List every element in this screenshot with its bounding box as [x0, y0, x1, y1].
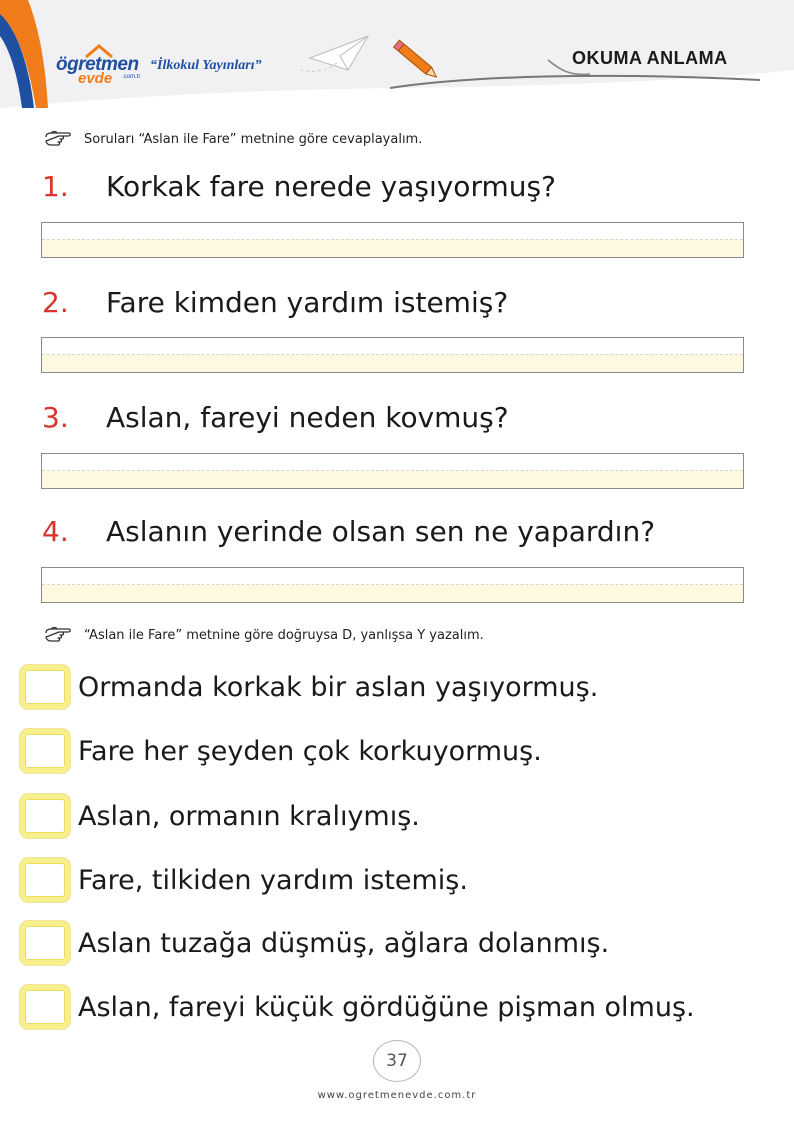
page-number: 37 [373, 1040, 421, 1082]
question-4 [42, 511, 655, 551]
logo-domain-text: .com.tr [122, 74, 141, 80]
true-false-instruction [44, 624, 484, 646]
pointing-hand-icon [44, 129, 74, 149]
logo-sub-text: evde [78, 70, 113, 87]
statement-1 [20, 662, 598, 712]
answer-checkbox-6[interactable] [20, 985, 70, 1029]
answer-checkbox-3[interactable] [20, 794, 70, 838]
statement-text: Fare, tilkiden yardım istemiş. [78, 864, 468, 896]
logo-main-text: ögretmen [56, 54, 139, 75]
publisher-logo [56, 44, 152, 87]
question-3 [42, 397, 509, 437]
question-number: 4. [42, 514, 69, 548]
statement-6 [20, 982, 695, 1032]
question-text: Aslanın yerinde olsan sen ne yapardın? [106, 514, 656, 548]
statement-5 [20, 918, 609, 968]
answer-checkbox-2[interactable] [20, 729, 70, 773]
question-number: 3. [42, 400, 69, 434]
true-false-instruction-text: “Aslan ile Fare” metnine göre doğruysa D, yanlışsa Y yazalım. [84, 627, 484, 643]
website-url: www.ogretmenevde.com.tr [317, 1090, 477, 1101]
statement-text: Aslan tuzağa düşmüş, ağlara dolanmış. [78, 927, 610, 959]
answer-field-4[interactable] [41, 567, 744, 603]
answer-field-1[interactable] [41, 222, 744, 258]
statement-text: Fare her şeyden çok korkuyormuş. [78, 735, 542, 767]
question-1 [42, 166, 556, 206]
pointing-hand-icon [44, 625, 74, 645]
section-title: OKUMA ANLAMA [572, 48, 728, 68]
question-text: Aslan, fareyi neden kovmuş? [106, 400, 509, 434]
question-text: Fare kimden yardım istemiş? [106, 285, 509, 319]
answer-checkbox-5[interactable] [20, 921, 70, 965]
statement-2 [20, 726, 542, 776]
statement-text: Aslan, ormanın kralıymış. [78, 800, 420, 832]
answer-field-3[interactable] [41, 453, 744, 489]
question-2 [42, 282, 508, 322]
statement-text: Aslan, fareyi küçük gördüğüne pişman olmuş. [78, 991, 695, 1023]
statement-4 [20, 855, 468, 905]
answer-checkbox-4[interactable] [20, 858, 70, 902]
question-number: 2. [42, 285, 69, 319]
questions-instruction-text: Soruları “Aslan ile Fare” metnine göre cevaplayalım. [84, 131, 423, 147]
statement-text: Ormanda korkak bir aslan yaşıyormuş. [78, 671, 599, 703]
publisher-name: “İlkokul Yayınları” [150, 58, 262, 73]
question-text: Korkak fare nerede yaşıyormuş? [106, 169, 556, 203]
answer-field-2[interactable] [41, 337, 744, 373]
answer-checkbox-1[interactable] [20, 665, 70, 709]
question-number: 1. [42, 169, 69, 203]
statement-3 [20, 791, 420, 841]
questions-instruction [44, 128, 422, 150]
